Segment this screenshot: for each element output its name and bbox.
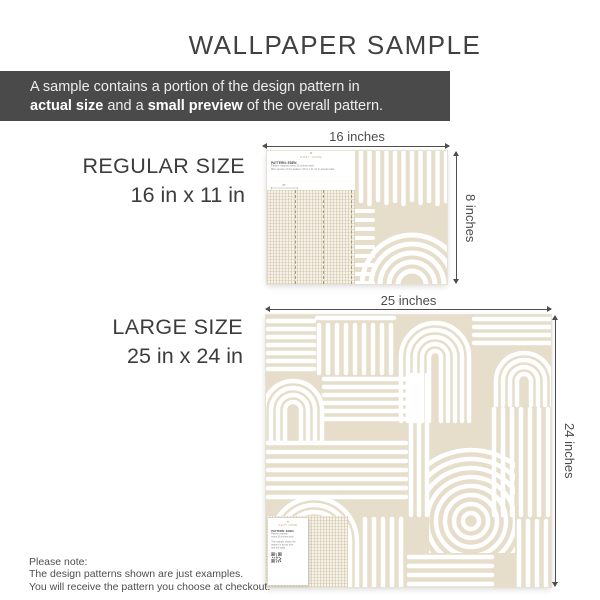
pattern-desc-1: Pattern repeats every 26 inches wide: [271, 164, 314, 168]
brand-name: COZY COVE: [278, 524, 298, 527]
brand-logo-icon: ✦: [309, 151, 313, 156]
large-size-dims: 25 in x 24 in: [127, 344, 243, 368]
actual-size-swatch: [267, 190, 355, 284]
regular-size-label: [20, 154, 245, 208]
pattern-name: PATTERN: EDEN: [271, 161, 297, 165]
regular-card-info-header: [267, 151, 355, 190]
footer-note: [29, 556, 270, 593]
seam-line: [351, 190, 352, 284]
large-width-arrow: [266, 309, 551, 310]
regular-pattern-preview: [355, 151, 447, 284]
note-line2: The design patterns shown are just examples.: [29, 568, 244, 581]
pattern-desc-2: Mini version of the pattern (16 in x 11 in) in actual scale: [271, 167, 335, 171]
description-banner: [0, 71, 450, 121]
large-size-label: [18, 315, 243, 369]
banner-mid: and a: [103, 98, 148, 114]
regular-height-arrow: [456, 152, 457, 283]
pattern-desc-b3: and full scale: [271, 546, 286, 550]
regular-size-name: REGULAR SIZE: [82, 154, 245, 178]
seam-line: [295, 190, 296, 284]
regular-size-dims: 16 in x 11 in: [130, 183, 245, 207]
banner-line1: A sample contains a portion of the design pattern in: [30, 79, 360, 95]
large-height-arrow: [555, 316, 556, 586]
page-title: WALLPAPER SAMPLE: [188, 30, 482, 60]
brand-name: COZY COVE: [300, 156, 322, 159]
regular-height-dimension: 8 inches: [463, 193, 478, 243]
large-card-info-label: [268, 518, 308, 585]
large-width-dimension: 25 inches: [380, 293, 437, 308]
large-sample-card: [266, 315, 551, 587]
large-height-dimension: 24 inches: [562, 423, 577, 479]
brand-logo-icon: ✦: [286, 519, 290, 524]
banner-bold-actual-size: actual size: [30, 98, 104, 114]
banner-end: of the overall pattern.: [242, 98, 384, 114]
regular-width-dimension: 16 inches: [329, 129, 385, 144]
repeat-ruler-label: 26": [282, 184, 287, 187]
pattern-desc-b1: This sample shows the: [271, 540, 296, 544]
note-line3: You will receive the pattern you choose at checkout.: [29, 580, 271, 593]
seam-line: [323, 190, 324, 284]
banner-bold-small-preview: small preview: [147, 98, 243, 114]
large-size-name: LARGE SIZE: [112, 315, 243, 339]
note-line1: Please note:: [29, 556, 88, 568]
qr-code: [271, 552, 281, 562]
regular-sample-card: [267, 151, 447, 284]
pattern-desc-a2: every 26 inches wide: [271, 535, 294, 539]
pattern-desc-b2: pattern in actual size: [271, 543, 294, 547]
regular-width-arrow: [263, 146, 449, 147]
pattern-desc-a1: Pattern repeats: [271, 532, 288, 536]
pattern-name: PATTERN: EDEN: [271, 530, 294, 533]
